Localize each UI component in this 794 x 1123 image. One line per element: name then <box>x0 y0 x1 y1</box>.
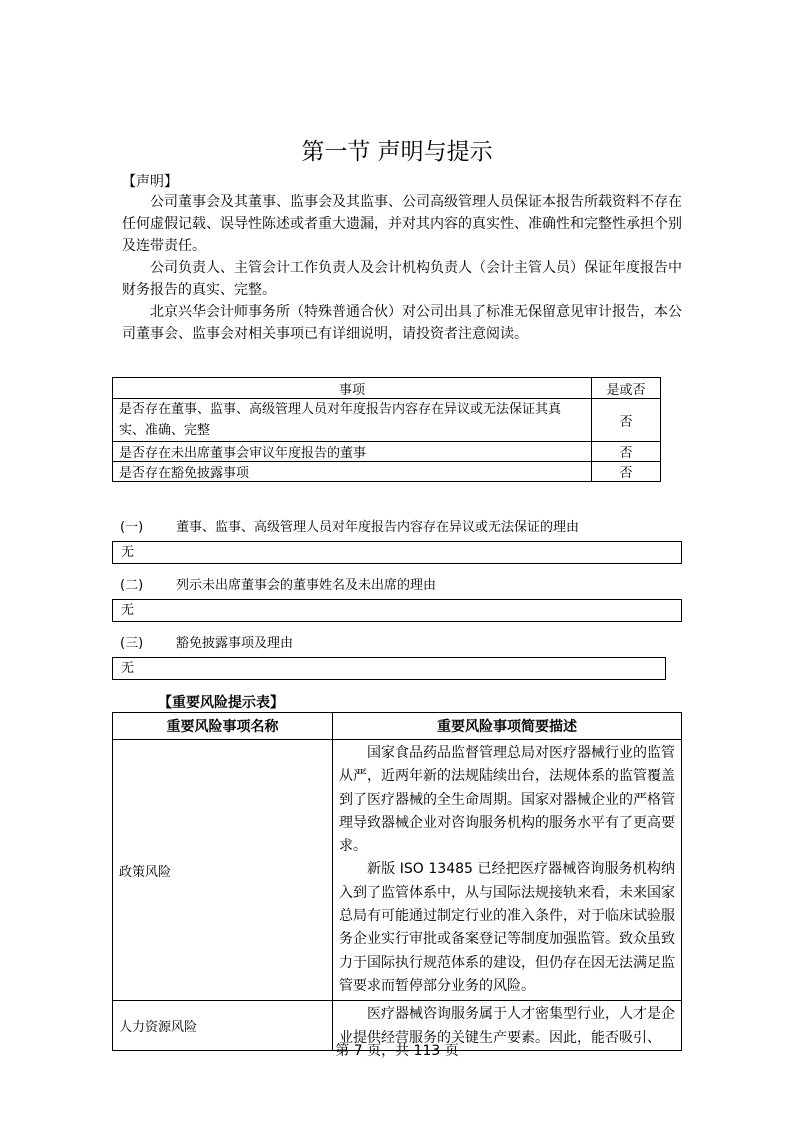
statement-paragraph: 北京兴华会计师事务所（特殊普通合伙）对公司出具了标准无保留意见审计报告，本公司董事会、监事会对相关事项已有详细说明，请投资者注意阅读。 <box>122 304 682 342</box>
section-number: (三) <box>120 636 144 651</box>
items-table <box>112 377 661 482</box>
statement-paragraph: 公司董事会及其董事、监事会及其监事、公司高级管理人员保证本报告所载资料不存在任何虚假记载、误导性陈述或者重大遗漏，并对其内容的真实性、准确性和完整性承担个别及连带责任。 <box>122 194 682 254</box>
items-table-header: 事项 <box>113 378 592 399</box>
risk-name: 人力资源风险 <box>113 1001 333 1051</box>
risk-description <box>333 740 682 1001</box>
statement-paragraph: 公司负责人、主管会计工作负责人及会计机构负责人（会计主管人员）保证年度报告中财务报告的真实、完整。 <box>122 260 682 298</box>
section-title: 豁免披露事项及理由 <box>176 636 294 651</box>
items-table-answer: 否 <box>592 399 661 442</box>
section-heading <box>120 574 436 593</box>
table-row <box>113 740 682 1001</box>
risk-table-header: 重要风险事项名称 <box>113 713 333 740</box>
page-title: 第一节 声明与提示 <box>301 139 493 165</box>
section-heading <box>120 516 579 535</box>
items-table-cell: 是否存在未出席董事会审议年度报告的董事 <box>113 442 592 462</box>
risk-table-header: 重要风险事项简要描述 <box>333 713 682 740</box>
table-row <box>113 462 661 482</box>
risk-table <box>112 712 682 1051</box>
items-table-answer: 否 <box>592 462 661 482</box>
section-title: 列示未出席董事会的董事姓名及未出席的理由 <box>176 578 437 593</box>
section-number: (一) <box>120 520 144 535</box>
section-heading <box>120 632 293 651</box>
risk-name: 政策风险 <box>113 740 333 1001</box>
items-table-cell: 是否存在豁免披露事项 <box>113 462 592 482</box>
section-content-box: 无 <box>112 657 666 680</box>
section-number: (二) <box>120 578 144 593</box>
items-table-cell: 是否存在董事、监事、高级管理人员对年度报告内容存在异议或无法保证其真实、准确、完整 <box>113 399 592 442</box>
section-title: 董事、监事、高级管理人员对年度报告内容存在异议或无法保证的理由 <box>176 520 580 535</box>
section-content-box: 无 <box>112 599 682 622</box>
items-table-answer: 否 <box>592 442 661 462</box>
section-content-box: 无 <box>112 541 682 564</box>
risk-paragraph: 医疗器械咨询服务属于人才密集型行业，人才是企业提供经营服务的关键生产要素。因此，能否吸引、 <box>339 1006 675 1046</box>
risk-paragraph: 国家食品药品监督管理总局对医疗器械行业的监管从严，近两年新的法规陆续出台，法规体系的监管覆盖到了医疗器械的全生命周期。国家对器械企业的严格管理导致器械企业对咨询服务机构的服务水平有了更高要求。 <box>339 745 675 855</box>
risk-table-heading: 【重要风险提示表】 <box>158 695 284 711</box>
statement-heading: 【声明】 <box>122 174 178 190</box>
table-row <box>113 442 661 462</box>
table-row <box>113 399 661 442</box>
page-footer: 第 7 页，共 113 页 <box>335 1043 459 1059</box>
items-table-header: 是或否 <box>592 378 661 399</box>
risk-paragraph: 新版 ISO 13485 已经把医疗器械咨询服务机构纳入到了监管体系中，从与国际法规接轨来看，未来国家总局有可能通过制定行业的准入条件，对于临床试验服务企业实行审批或备案登记等制度加强监管。致众虽致力于国际执行规范体系的建设，但仍存在因无法满足监管要求而暂停部分业务的风险。 <box>339 861 675 994</box>
